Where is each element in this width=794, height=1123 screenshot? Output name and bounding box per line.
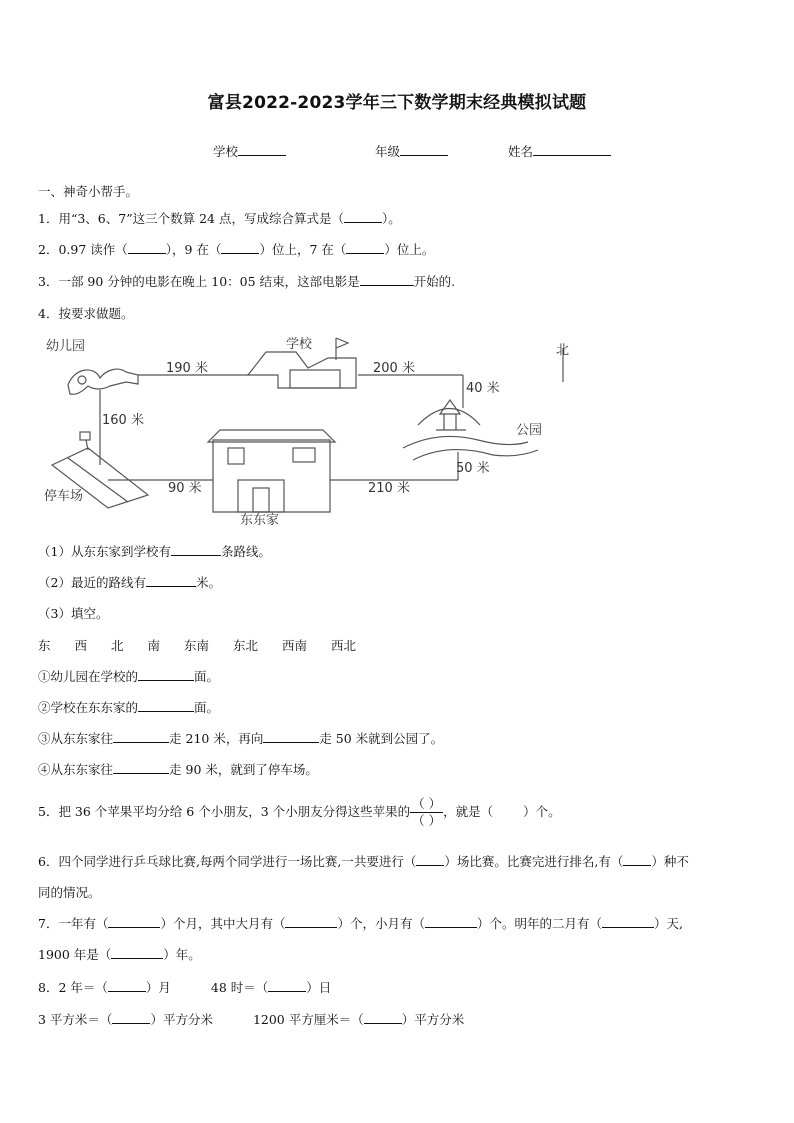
map-label-90: 90 米 bbox=[168, 481, 202, 496]
fill-3-text: ③从东东家往 bbox=[38, 731, 114, 746]
fill-4-text: ④从东东家往 bbox=[38, 762, 114, 777]
question-1 bbox=[38, 209, 401, 227]
school-field bbox=[213, 142, 286, 160]
q4-2-text-end: 米。 bbox=[195, 575, 221, 590]
q8-text: 8．2 年＝（ bbox=[38, 980, 108, 995]
name-field bbox=[508, 142, 611, 160]
q2-text-4: ）位上。 bbox=[384, 242, 435, 257]
q2-text: 2．0.97 读作（ bbox=[38, 242, 128, 257]
q2-blank-1[interactable] bbox=[128, 241, 166, 254]
q3-text: 3．一部 90 分钟的电影在晚上 10：05 结束，这部电影是 bbox=[38, 274, 360, 289]
school-blank[interactable] bbox=[238, 143, 286, 156]
map-label-200: 200 米 bbox=[373, 361, 415, 376]
map-label-210: 210 米 bbox=[368, 481, 410, 496]
q6-blank-2[interactable] bbox=[623, 853, 651, 866]
direction-option: 东北 bbox=[233, 638, 259, 653]
question-4-2 bbox=[38, 573, 221, 591]
fill-2-text: ②学校在东东家的 bbox=[38, 700, 139, 715]
q8b-blank-1[interactable] bbox=[112, 1011, 150, 1024]
question-5 bbox=[38, 792, 561, 832]
q8-text-2: ）月 bbox=[145, 980, 171, 995]
question-6 bbox=[38, 852, 689, 870]
direction-option: 南 bbox=[147, 638, 161, 653]
q8-text-3: 48 时＝（ bbox=[210, 980, 269, 995]
question-8-b bbox=[38, 1010, 464, 1028]
direction-options bbox=[38, 636, 376, 654]
q7-text-5: ）天, bbox=[654, 916, 683, 931]
map-label-50: 50 米 bbox=[456, 461, 490, 476]
map-label-kindergarten: 幼儿园 bbox=[46, 339, 86, 354]
question-7-cont bbox=[38, 945, 201, 963]
q6-blank-1[interactable] bbox=[416, 853, 444, 866]
q8b-text-2: ）平方分米 bbox=[150, 1012, 213, 1027]
grade-field bbox=[375, 142, 448, 160]
fraction-denominator: （ ） bbox=[412, 813, 442, 828]
question-2 bbox=[38, 240, 434, 258]
fill-4 bbox=[38, 760, 318, 778]
q8b-text: 3 平方米＝（ bbox=[38, 1012, 113, 1027]
grade-label: 年级 bbox=[375, 144, 401, 159]
q4-2-blank[interactable] bbox=[146, 574, 196, 587]
question-8 bbox=[38, 978, 331, 996]
q1-text-end: ）。 bbox=[381, 211, 401, 226]
map-label-north: 北 bbox=[556, 343, 570, 358]
direction-option: 东 bbox=[38, 638, 51, 653]
q7-blank-2[interactable] bbox=[285, 915, 337, 928]
q1-text: 1．用“3、6、7”这三个数算 24 点，写成综合算式是（ bbox=[38, 211, 344, 226]
q7-text: 7．一年有（ bbox=[38, 916, 109, 931]
q2-text-2: ），9 在（ bbox=[165, 242, 222, 257]
q6-text: 6．四个同学进行乒乓球比赛,每两个同学进行一场比赛,一共要进行（ bbox=[38, 854, 417, 869]
name-blank[interactable] bbox=[533, 143, 611, 156]
q6-text-3: ）种不 bbox=[651, 854, 689, 869]
fill-2-blank[interactable] bbox=[138, 699, 194, 712]
q8b-text-3: 1200 平方厘米＝（ bbox=[252, 1012, 364, 1027]
map-label-190: 190 米 bbox=[166, 361, 208, 376]
q6-text-2: ）场比赛。比赛完进行排名,有（ bbox=[444, 854, 624, 869]
fill-1-text: ①幼儿园在学校的 bbox=[38, 669, 139, 684]
grade-blank[interactable] bbox=[400, 143, 448, 156]
q8-blank-2[interactable] bbox=[268, 979, 306, 992]
page-title: 富县2022-2023学年三下数学期末经典模拟试题 bbox=[207, 93, 587, 113]
q4-1-blank[interactable] bbox=[171, 543, 221, 556]
school-label: 学校 bbox=[213, 144, 239, 159]
q1-blank[interactable] bbox=[344, 210, 382, 223]
q7-blank-4[interactable] bbox=[602, 915, 654, 928]
fill-4-blank[interactable] bbox=[113, 761, 169, 774]
fraction-numerator: （ ） bbox=[412, 796, 442, 811]
q2-blank-3[interactable] bbox=[346, 241, 384, 254]
fill-1 bbox=[38, 667, 219, 685]
fill-3-text-2: 走 210 米，再向 bbox=[169, 731, 264, 746]
q3-text-end: 开始的. bbox=[413, 274, 456, 289]
question-7 bbox=[38, 914, 683, 932]
route-map bbox=[38, 330, 598, 530]
direction-option: 北 bbox=[111, 638, 124, 653]
q8b-text-end: ）平方分米 bbox=[401, 1012, 465, 1027]
name-label: 姓名 bbox=[508, 144, 534, 159]
map-label-160: 160 米 bbox=[102, 413, 144, 428]
q7-blank-1[interactable] bbox=[108, 915, 160, 928]
fill-2-text-end: 面。 bbox=[194, 700, 220, 715]
direction-option: 西 bbox=[74, 638, 88, 653]
direction-option: 西南 bbox=[282, 638, 308, 653]
q8-text-end: ）日 bbox=[306, 980, 332, 995]
q7-text-4: ）个。明年的二月有（ bbox=[476, 916, 602, 931]
question-4-1 bbox=[38, 542, 271, 560]
q7-text-3: ）个，小月有（ bbox=[337, 916, 425, 931]
fill-3-text-end: 走 50 米就到公园了。 bbox=[319, 731, 444, 746]
fill-4-text-end: 走 90 米，就到了停车场。 bbox=[169, 762, 318, 777]
q4-2-text: （2）最近的路线有 bbox=[38, 575, 146, 590]
fill-2 bbox=[38, 698, 219, 716]
question-3 bbox=[38, 272, 455, 290]
q7-blank-3[interactable] bbox=[425, 915, 477, 928]
map-label-home: 东东家 bbox=[240, 513, 280, 528]
q7-text-end: ）年。 bbox=[163, 947, 201, 962]
map-label-park: 公园 bbox=[516, 423, 543, 438]
park-tree-icon bbox=[418, 409, 480, 426]
q2-text-3: ）位上，7 在（ bbox=[259, 242, 347, 257]
q8b-blank-2[interactable] bbox=[364, 1011, 402, 1024]
q7-blank-5[interactable] bbox=[111, 946, 163, 959]
q5-text-end: ）个。 bbox=[523, 804, 561, 819]
fill-3 bbox=[38, 729, 443, 747]
question-4-3: （3）填空。 bbox=[38, 606, 109, 621]
fill-1-text-end: 面。 bbox=[194, 669, 220, 684]
map-label-school: 学校 bbox=[286, 337, 313, 352]
fill-3-blank-2[interactable] bbox=[263, 730, 319, 743]
fraction-blank[interactable] bbox=[410, 796, 443, 829]
q5-text: 5．把 36 个苹果平均分给 6 个小朋友，3 个小朋友分得这些苹果的 bbox=[38, 804, 411, 819]
q4-1-text-end: 条路线。 bbox=[220, 544, 271, 559]
q7-text-6: 1900 年是（ bbox=[38, 947, 112, 962]
map-label-parking: 停车场 bbox=[44, 489, 84, 504]
q7-text-2: ）个月，其中大月有（ bbox=[160, 916, 286, 931]
direction-option: 东南 bbox=[184, 638, 210, 653]
home-building-icon bbox=[213, 440, 330, 512]
q8-blank-1[interactable] bbox=[108, 979, 146, 992]
direction-option: 西北 bbox=[331, 638, 357, 653]
q2-blank-2[interactable] bbox=[221, 241, 259, 254]
section-heading: 一、神奇小帮手。 bbox=[38, 184, 139, 199]
park-pavilion-icon bbox=[436, 400, 466, 430]
question-4: 4．按要求做题。 bbox=[38, 306, 134, 321]
q5-text-2: ，就是（ bbox=[443, 804, 494, 819]
question-6-cont: 同的情况。 bbox=[38, 885, 101, 900]
fill-3-blank-1[interactable] bbox=[113, 730, 169, 743]
q3-blank[interactable] bbox=[360, 273, 414, 286]
map-label-40: 40 米 bbox=[466, 381, 500, 396]
q4-1-text: （1）从东东家到学校有 bbox=[38, 544, 171, 559]
fill-1-blank[interactable] bbox=[138, 668, 194, 681]
kindergarten-wheel-icon bbox=[78, 376, 86, 384]
